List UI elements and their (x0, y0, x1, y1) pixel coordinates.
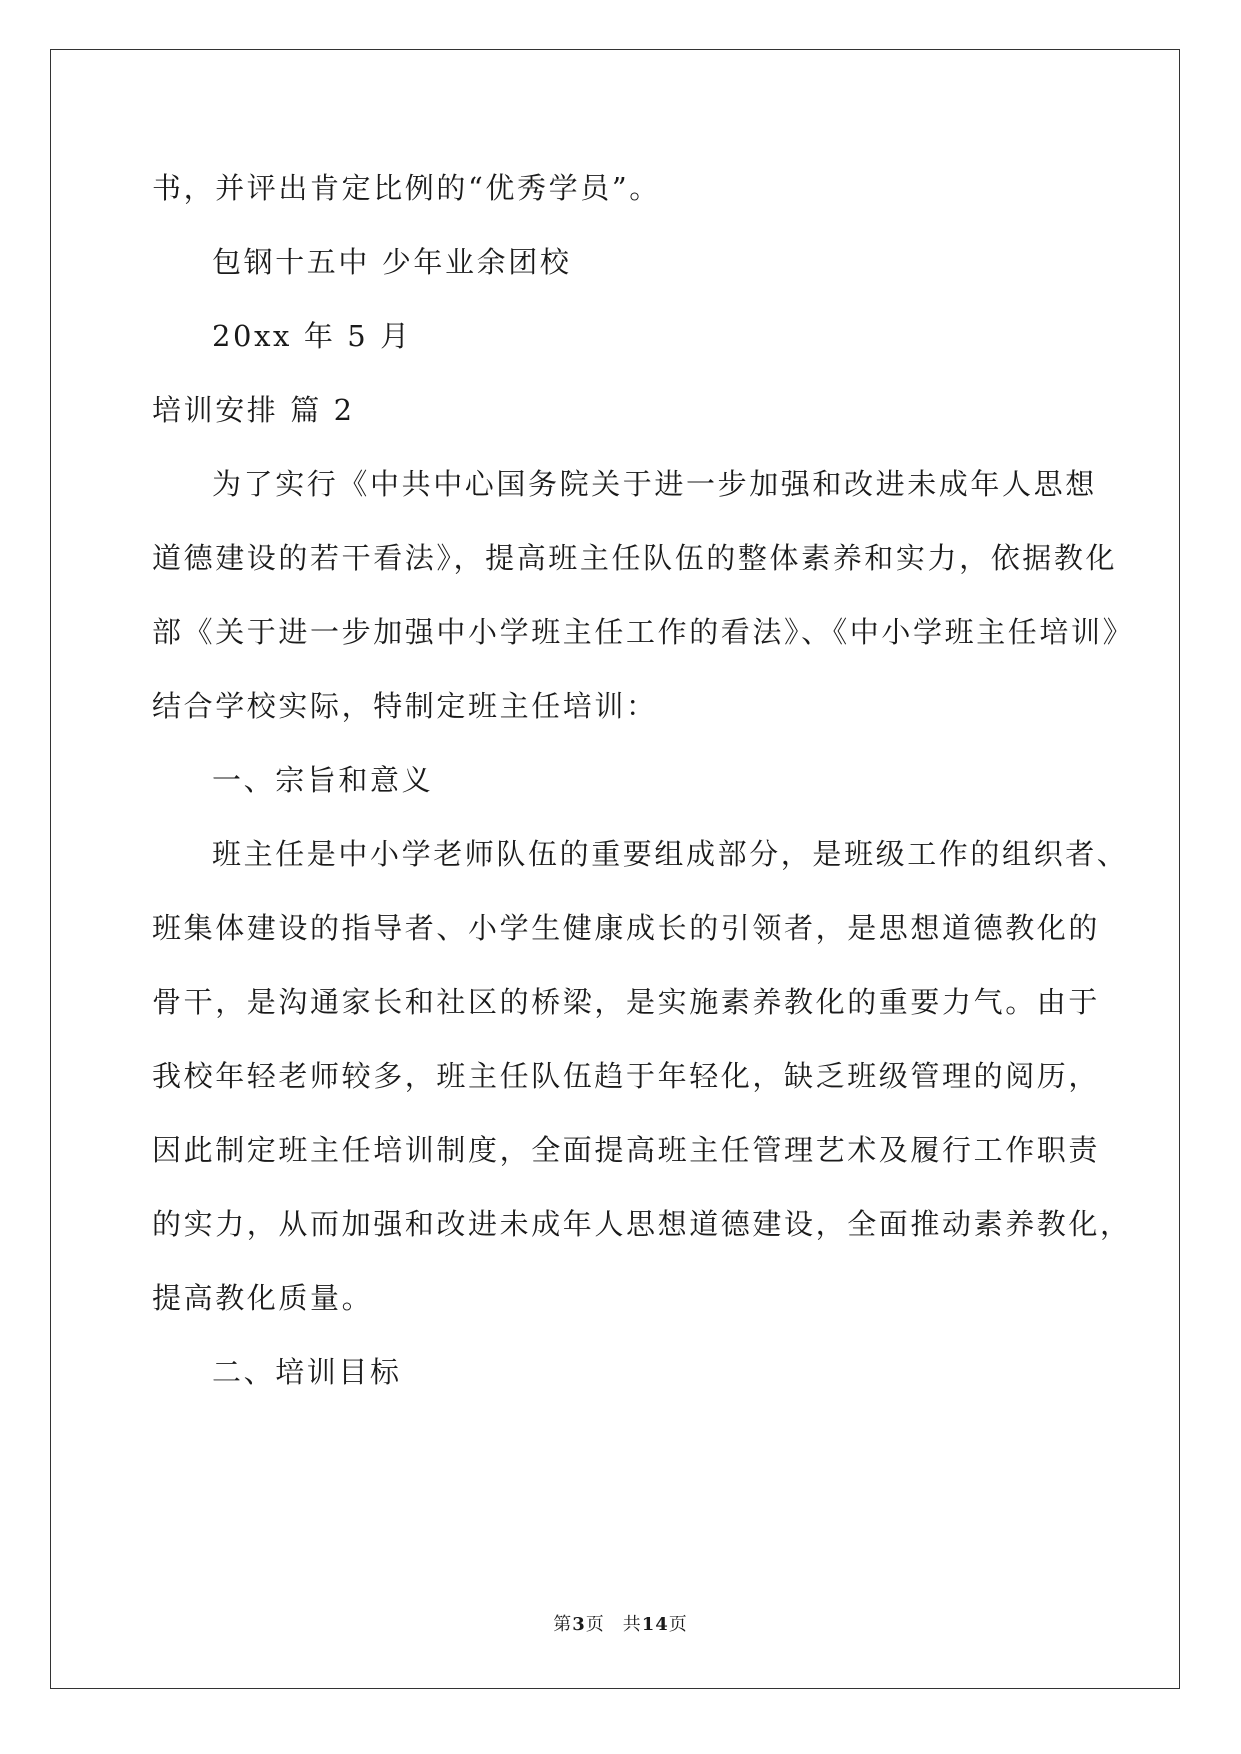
footer-current-page: 3 (572, 1614, 586, 1635)
paragraph-line-16: 提高教化质量。 (152, 1281, 374, 1315)
signature-date: 20xx 年 5 月 (212, 319, 412, 353)
footer-page-suffix: 页 (585, 1614, 605, 1635)
paragraph-line-11: 班集体建设的指导者、小学生健康成长的引领者，是思想道德教化的 (152, 911, 1101, 945)
heading-purpose: 一、宗旨和意义 (212, 763, 434, 797)
paragraph-line-6: 道德建设的若干看法》，提高班主任队伍的整体素养和实力，依据教化 (152, 541, 1118, 575)
paragraph-line-10: 班主任是中小学老师队伍的重要组成部分，是班级工作的组织者、 (212, 837, 1129, 871)
footer-prefix: 第 (553, 1614, 573, 1635)
paragraph-line-15: 的实力，从而加强和改进未成年人思想道德建设，全面推动素养教化， (152, 1207, 1132, 1241)
page-footer (0, 1610, 1241, 1636)
footer-total-pages: 14 (641, 1614, 669, 1635)
paragraph-line-5: 为了实行《中共中心国务院关于进一步加强和改进未成年人思想 (212, 467, 1097, 501)
paragraph-line-1: 书，并评出肯定比例的“优秀学员”。 (152, 171, 661, 205)
footer-total-suffix: 页 (668, 1614, 688, 1635)
paragraph-line-8: 结合学校实际，特制定班主任培训： (152, 689, 658, 723)
paragraph-line-12: 骨干，是沟通家长和社区的桥梁，是实施素养教化的重要力气。由于 (152, 985, 1101, 1019)
paragraph-line-7: 部《关于进一步加强中小学班主任工作的看法》、《中小学班主任培训》 (152, 615, 1135, 649)
footer-total-prefix: 共 (622, 1614, 642, 1635)
paragraph-line-14: 因此制定班主任培训制度，全面提高班主任管理艺术及履行工作职责 (152, 1133, 1101, 1167)
heading-goals: 二、培训目标 (212, 1355, 402, 1389)
paragraph-line-13: 我校年轻老师较多，班主任队伍趋于年轻化，缺乏班级管理的阅历， (152, 1059, 1101, 1093)
signature-organization: 包钢十五中 少年业余团校 (212, 245, 572, 279)
section-title: 培训安排 篇 2 (152, 393, 355, 427)
